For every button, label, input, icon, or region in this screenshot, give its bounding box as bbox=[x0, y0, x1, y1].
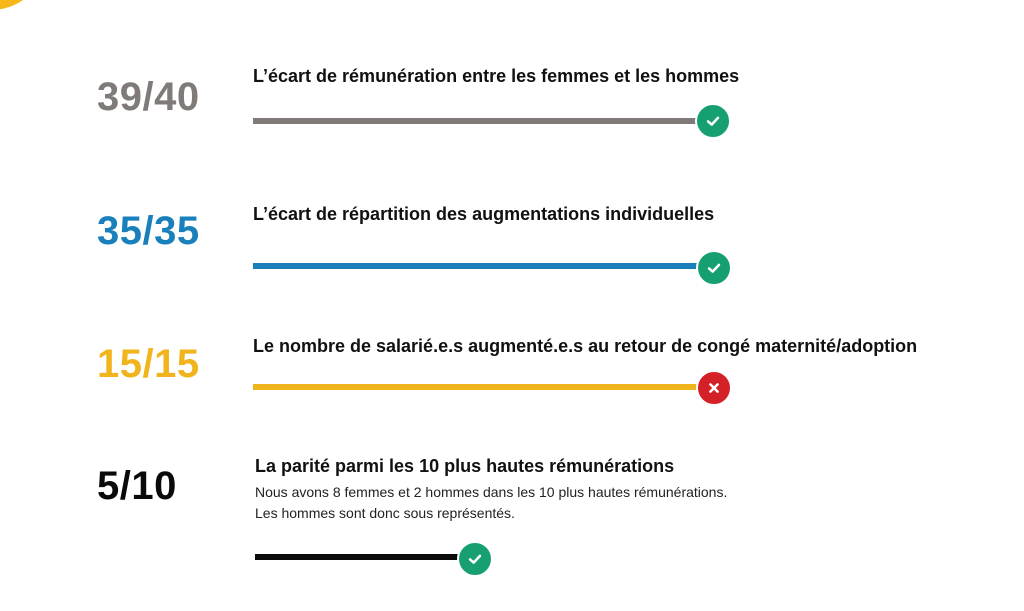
maternity-raises-title: Le nombre de salarié.e.s augmenté.e.s au retour de congé maternité/adoption bbox=[253, 336, 918, 356]
pay-gap-title: L’écart de rémunération entre les femmes et les hommes bbox=[253, 66, 740, 86]
top-pay-parity-score: 5/10 bbox=[97, 464, 177, 508]
top-pay-parity-description-line2: Les hommes sont donc sous représentés. bbox=[255, 505, 515, 521]
top-pay-parity-bar-fill bbox=[255, 554, 479, 560]
pay-gap-check-icon bbox=[695, 103, 731, 139]
raises-gap-bar-fill bbox=[253, 263, 713, 269]
pay-gap-bar-fill bbox=[253, 118, 713, 124]
top-pay-parity-check-icon bbox=[457, 541, 493, 577]
top-pay-parity-title: La parité parmi les 10 plus hautes rémunérations bbox=[255, 456, 675, 476]
pay-gap-score: 39/40 bbox=[97, 75, 200, 119]
pay-gap-bar bbox=[253, 118, 713, 124]
corner-decoration bbox=[0, 0, 40, 10]
raises-gap-title: L’écart de répartition des augmentations individuelles bbox=[253, 204, 715, 224]
maternity-raises-cross-icon bbox=[696, 370, 732, 406]
raises-gap-bar bbox=[253, 263, 713, 269]
top-pay-parity-description-line1: Nous avons 8 femmes et 2 hommes dans les 10 plus hautes rémunérations. bbox=[255, 484, 728, 500]
raises-gap-score: 35/35 bbox=[97, 209, 200, 253]
maternity-raises-bar bbox=[253, 384, 715, 390]
maternity-raises-bar-fill bbox=[253, 384, 715, 390]
raises-gap-check-icon bbox=[696, 250, 732, 286]
maternity-raises-score: 15/15 bbox=[97, 342, 200, 386]
